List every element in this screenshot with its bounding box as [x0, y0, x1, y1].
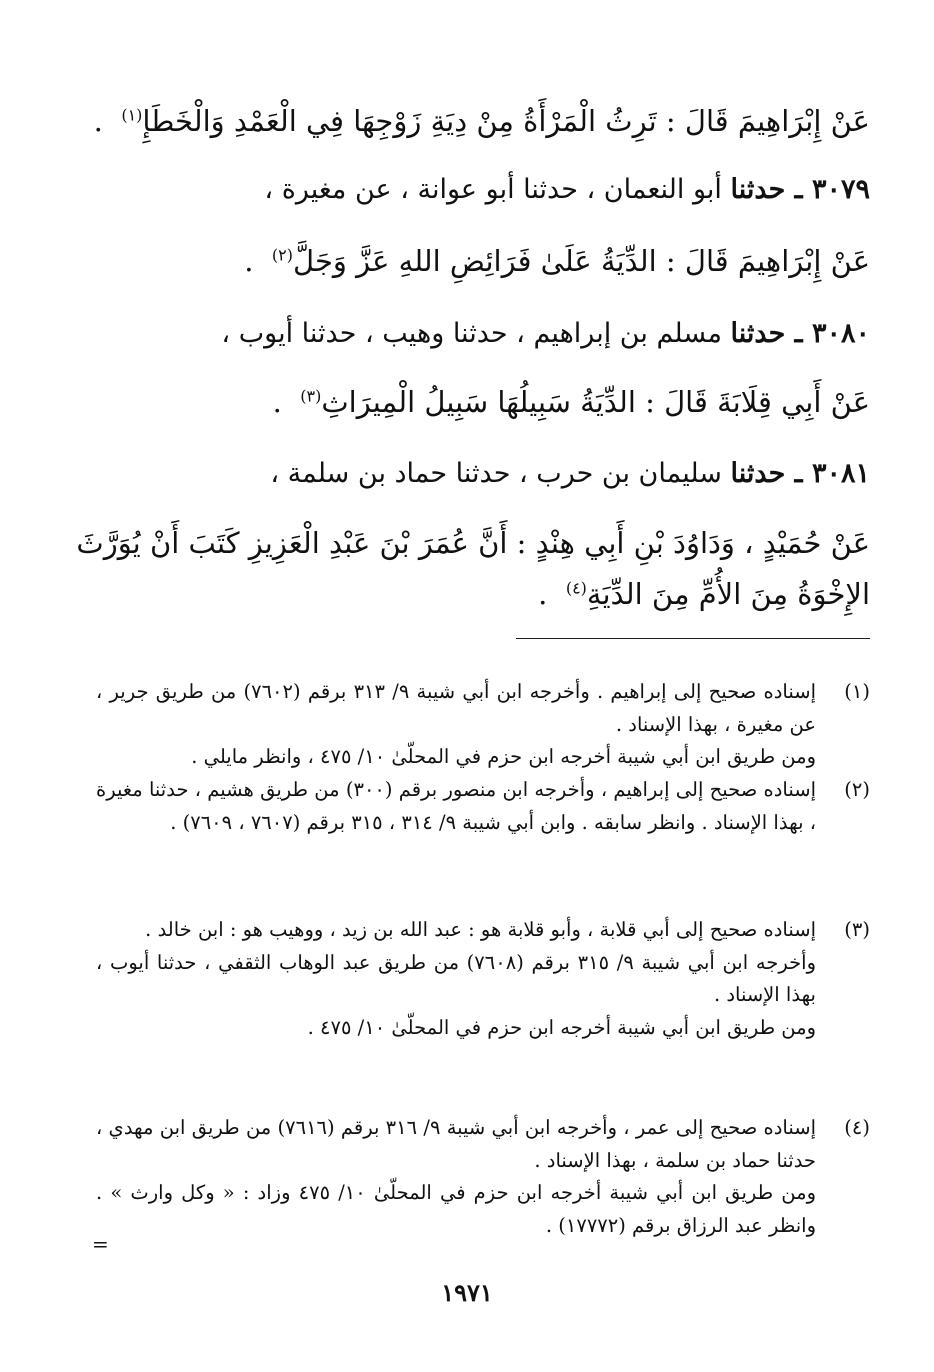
hadith-number: ٣٠٨١ ـ حدثنا — [730, 458, 870, 489]
footnote-ref: (٣) — [300, 386, 322, 406]
footnote-ref: (٢) — [271, 245, 294, 265]
hadith-number: ٣٠٨٠ ـ حدثنا — [730, 318, 870, 349]
hadith-text-3081-line1 — [76, 526, 870, 560]
hadith-text: عَنْ أَبِي قِلَابَةَ قَالَ : الدِّيَةُ سَبِيلُهَا سَبِيلُ الْمِيرَاثِ — [321, 385, 870, 419]
footnote-number: (١) — [844, 680, 870, 703]
hadith-text: عَنْ إِبْرَاهِيمَ قَالَ : الدِّيَةُ عَلَىٰ فَرَائِضِ اللهِ عَزَّ وَجَلَّ — [293, 244, 870, 278]
footnote-ref: (١) — [121, 105, 143, 125]
hadith-text-3081-line2 — [90, 577, 870, 611]
footnote-text: إسناده صحيح إلى أبي قلابة ، وأبو قلابة هو : عبد الله بن زيد ، ووهيب هو : ابن خالد . — [145, 918, 816, 941]
continuation-mark: = — [92, 1232, 109, 1256]
hadith-number: ٣٠٧٩ ـ حدثنا — [730, 174, 870, 205]
footnote-text: إسناده صحيح إلى إبراهيم . وأخرجه ابن أبي شيبة ٩/ ٣١٣ برقم (٧٦٠٢) من طريق جرير ، عن مغيرة ، بهذا الإسناد . — [96, 680, 816, 736]
footnote-text: ومن طريق ابن أبي شيبة أخرجه ابن حزم في المحلّىٰ ١٠/ ٤٧٥ وزاد : « وكل وارث » . وانظر عبد الرزاق برقم (١٧٧٧٢) . — [96, 1181, 816, 1237]
footnote-1 — [96, 676, 870, 774]
punctuation: . — [538, 577, 548, 611]
footnote-4 — [96, 1112, 870, 1242]
footnote-text: وأخرجه ابن أبي شيبة ٩/ ٣١٥ برقم (٧٦٠٨) من طريق عبد الوهاب الثقفي ، حدثنا أيوب ، بهذا الإسناد . — [96, 950, 816, 1006]
hadith-text-3078 — [90, 104, 870, 138]
hadith-text-3080 — [90, 385, 870, 419]
punctuation: . — [93, 104, 103, 138]
isnad-text: مسلم بن إبراهيم ، حدثنا وهيب ، حدثنا أيوب ، — [221, 318, 722, 349]
isnad-text: سليمان بن حرب ، حدثنا حماد بن سلمة ، — [270, 458, 722, 489]
footnote-separator — [516, 638, 870, 639]
page-number: ١٩٧١ — [441, 1278, 493, 1307]
footnote-text: إسناده صحيح إلى إبراهيم ، وأخرجه ابن منصور برقم (٣٠٠) من طريق هشيم ، حدثنا مغيرة ، بهذا الإسناد . وانظر سابقه . وابن أبي شيبة ٩/ ٣١٤ ، ٣١٥ برقم (٧٦٠٧ ، ٧٦٠٩) . — [96, 778, 816, 834]
footnote-text: إسناده صحيح إلى عمر ، وأخرجه ابن أبي شيبة ٩/ ٣١٦ برقم (٧٦١٦) من طريق ابن مهدي ، حدثنا حماد بن سلمة ، بهذا الإسناد . — [96, 1116, 816, 1172]
footnote-number: (٢) — [844, 778, 870, 801]
punctuation: . — [244, 244, 254, 278]
footnote-text: ومن طريق ابن أبي شيبة أخرجه ابن حزم في المحلّىٰ ١٠/ ٤٧٥ ، وانظر مايلي . — [191, 745, 816, 768]
isnad-3079 — [90, 174, 870, 205]
isnad-3080 — [90, 318, 870, 349]
isnad-text: أبو النعمان ، حدثنا أبو عوانة ، عن مغيرة ، — [264, 174, 722, 205]
hadith-text-3079 — [90, 244, 870, 278]
hadith-text: عَنْ إِبْرَاهِيمَ قَالَ : تَرِثُ الْمَرْأَةُ مِنْ دِيَةِ زَوْجِهَا فِي الْعَمْدِ وَالْخَطَإِ — [142, 104, 870, 138]
footnote-2 — [96, 774, 870, 839]
hadith-text: عَنْ حُمَيْدٍ ، وَدَاوُدَ بْنِ أَبِي هِنْدٍ : أَنَّ عُمَرَ بْنَ عَبْدِ الْعَزِيزِ كَتَبَ أَنْ يُوَرَّثَ — [76, 526, 870, 560]
footnote-3 — [96, 914, 870, 1044]
hadith-text: الإِخْوَةُ مِنَ الأُمِّ مِنَ الدِّيَةِ — [586, 577, 870, 611]
isnad-3081 — [90, 458, 870, 489]
footnote-ref: (٤) — [565, 578, 587, 598]
footnote-number: (٣) — [844, 918, 870, 941]
footnote-text: ومن طريق ابن أبي شيبة أخرجه ابن حزم في المحلّىٰ ١٠/ ٤٧٥ . — [307, 1015, 816, 1039]
footnote-number: (٤) — [844, 1116, 870, 1139]
punctuation: . — [272, 385, 282, 419]
